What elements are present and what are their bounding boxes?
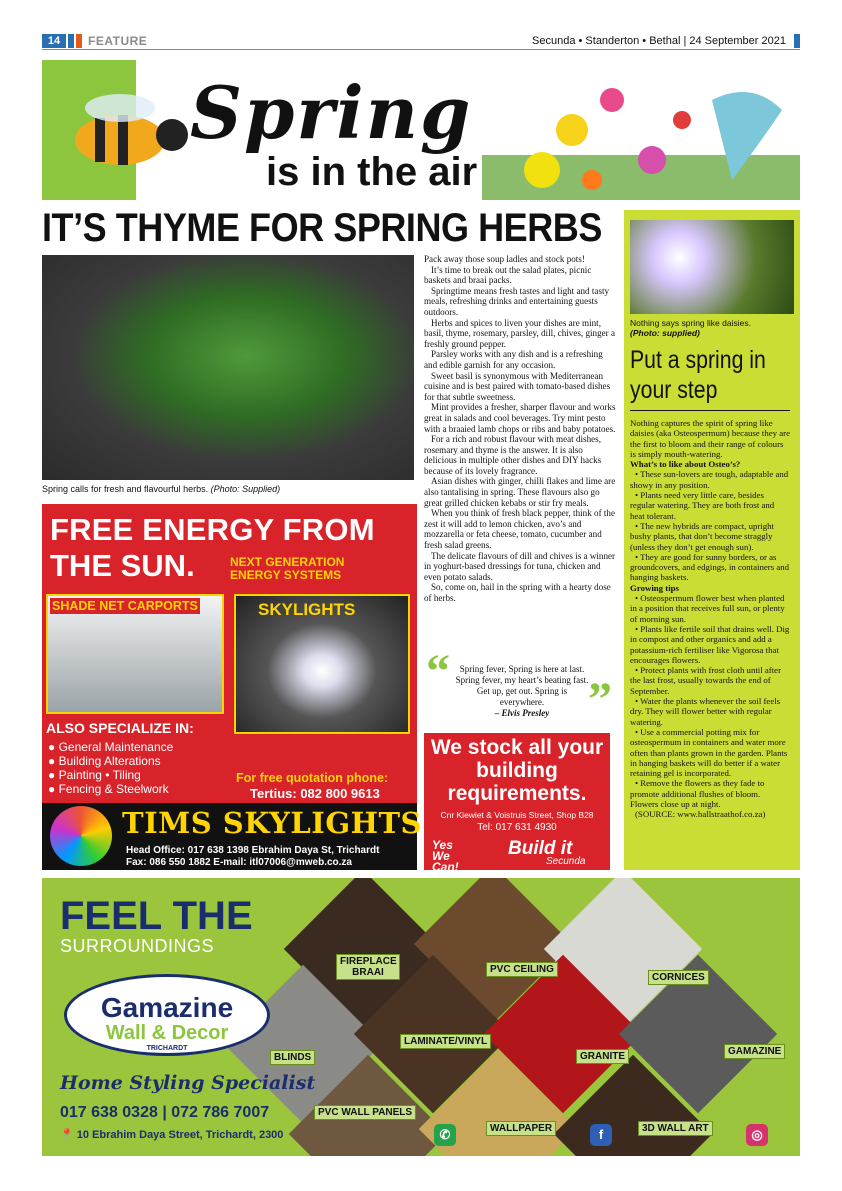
- sidebar-headline-line: your step: [630, 376, 718, 404]
- banner-title-script: Spring: [190, 70, 473, 155]
- pull-quote: [424, 645, 616, 726]
- sidebar-subheading: Growing tips: [630, 582, 679, 593]
- build-it-slogan: Yes We Can!: [432, 838, 459, 874]
- header-accent: [68, 34, 74, 48]
- sidebar-body: [630, 418, 790, 820]
- service-label: Fencing & Steelwork: [58, 782, 169, 796]
- build-it-address: Cnr Kiewiet & Voistruis Street, Shop B28: [440, 810, 594, 820]
- article-headline: IT’S THYME FOR SPRING HERBS: [42, 206, 602, 250]
- sidebar-bullet: • The new hybrids are compact, upright bushy plants, that don’t become straggly (unless they don’t get enough sun).: [630, 520, 774, 552]
- gamazine-sub: Wall & Decor: [105, 1022, 229, 1044]
- services-heading: ALSO SPECIALIZE IN:: [46, 720, 194, 736]
- sidebar-caption-credit: (Photo: supplied): [630, 328, 700, 338]
- sidebar-caption-text: Nothing says spring like daisies.: [630, 318, 751, 328]
- daisies-photo: [630, 220, 794, 314]
- gamazine-name: Gamazine: [100, 992, 234, 1023]
- article-paragraph: It’s time to break out the salad plates, picnic baskets and braai packs.: [424, 264, 592, 286]
- tile-label: WALLPAPER: [486, 1121, 556, 1136]
- head-office: Head Office: 017 638 1398 Ebrahim Daya St, Trichardt: [126, 845, 380, 856]
- article-paragraph: So, come on, hail in the spring with a hearty dose of herbs.: [424, 582, 611, 603]
- sidebar-headline-line: Put a spring in: [630, 346, 766, 374]
- service-label: General Maintenance: [58, 740, 174, 754]
- page-header: [42, 34, 800, 50]
- ad-subheadline: NEXT GENERATION ENERGY SYSTEMS: [230, 555, 345, 582]
- tile-label: PVC WALL PANELS: [314, 1105, 416, 1120]
- quote-body: [454, 664, 590, 719]
- article-paragraph: Pack away those soup ladles and stock pots!: [424, 254, 585, 264]
- close-quote-icon: ”: [588, 673, 612, 726]
- photo-caption: [42, 484, 280, 494]
- article-body: [424, 254, 616, 604]
- article-paragraph: For a rich and robust flavour with meat dishes, rosemary and thyme is the answer. It is also delicious in multiple other dishes and DIY hacks because of its lovely fragrance.: [424, 434, 602, 476]
- tile-label: GRANITE: [576, 1049, 629, 1064]
- quotation-label: For free quotation phone:: [236, 771, 389, 785]
- sidebar-source: (SOURCE: www.ballstraathof.co.za): [635, 809, 766, 820]
- sidebar-headline: [630, 345, 766, 405]
- gamazine-phones: 017 638 0328 | 072 786 7007: [60, 1104, 270, 1121]
- article-paragraph: When you think of fresh black pepper, think of the zest it will add to lemon chicken, avo’s and mozzarella or feta cheese, tomato, cucumber and fresh salad greens.: [424, 508, 615, 551]
- article-paragraph: The delicate flavours of dill and chives is a winner in yoghurt-based dressings for tuna, chicken and even potato salads.: [424, 550, 616, 582]
- article-paragraph: Mint provides a fresher, sharper flavour and works great in salads and cool beverages. Try mint pesto with a braaied lamb chops or ribs and baby potatoes.: [424, 402, 616, 434]
- ad-headline: FREE ENERGY FROM: [50, 512, 375, 547]
- article-paragraph: Herbs and spices to liven your dishes are mint, basil, thyme, rosemary, parsley, dill, chives, ginger a freshly ground pepper.: [424, 317, 615, 349]
- tile-label: LAMINATE/VINYL: [400, 1034, 491, 1049]
- sidebar-bullet: • They are good for sunny borders, or as groundcovers, and edgings, in containers and hanging baskets.: [630, 551, 790, 583]
- tile-label: FIREPLACE BRAAI: [336, 954, 400, 980]
- gamazine-address: [60, 1128, 283, 1141]
- service-item: ● Building Alterations: [48, 754, 161, 768]
- header-accent: [76, 34, 82, 48]
- article-paragraph: Springtime means fresh tastes and light and tasty meals, refreshing drinks and entertaining guests outdoors.: [424, 285, 610, 317]
- sidebar-intro: Nothing captures the spirit of spring like daisies (aka Osteospermum) because they are the first to bloom and their range of colours is simply mouth-watering.: [630, 418, 790, 459]
- service-label: Building Alterations: [58, 754, 161, 768]
- carport-label: SHADE NET CARPORTS: [52, 599, 198, 613]
- build-it-logo: Build it: [508, 838, 573, 859]
- quote-author: – Elvis Presley: [494, 708, 550, 718]
- starburst-logo-icon: [50, 806, 112, 866]
- tile-label: 3D WALL ART: [638, 1121, 713, 1136]
- tile-label: CORNICES: [648, 970, 709, 985]
- brand-contact: [126, 845, 379, 869]
- gamazine-headline: FEEL THE: [60, 894, 253, 938]
- sidebar-bullet: • Osteospermum flower best when planted in a position that receives full sun, or plenty of morning sun.: [630, 593, 785, 624]
- section-label: FEATURE: [88, 34, 148, 48]
- ad-headline: THE SUN.: [50, 548, 195, 583]
- build-it-headline: We stock all your building requirements.: [430, 736, 604, 805]
- bee-illustration: [50, 90, 200, 180]
- open-quote-icon: “: [426, 645, 450, 698]
- whatsapp-icon[interactable]: ✆: [434, 1124, 456, 1146]
- gamazine-tagline: Home Styling Specialist: [60, 1072, 316, 1094]
- brand-name: TIMS SKYLIGHTS: [122, 806, 423, 840]
- sidebar-subheading: What’s to like about Osteo’s?: [630, 459, 741, 470]
- herbs-photo: [42, 255, 414, 480]
- article-paragraph: Parsley works with any dish and is a refreshing and edible garnish for any occasion.: [424, 349, 603, 370]
- services-list: [48, 740, 173, 796]
- dateline: Secunda • Standerton • Bethal | 24 September 2021: [532, 35, 786, 47]
- sidebar-bullet: • Remove the flowers as they fade to promote additional flushes of bloom. Flowers close up at night.: [630, 778, 765, 809]
- service-item: ● General Maintenance: [48, 740, 174, 754]
- facebook-icon[interactable]: f: [590, 1124, 612, 1146]
- skylight-label: SKYLIGHTS: [258, 600, 356, 619]
- location-pin-icon: 📍: [60, 1129, 74, 1141]
- gamazine-subheadline: SURROUNDINGS: [60, 936, 215, 956]
- sidebar-bullet: • Protect plants with frost cloth until after the last frost, usually towards the end of September.: [630, 665, 781, 696]
- fax-email: Fax: 086 550 1882 E-mail: itl07006@mweb.co.za: [126, 857, 352, 868]
- flowers-illustration: [482, 60, 800, 200]
- caption-text: Spring calls for fresh and flavourful herbs.: [42, 484, 209, 494]
- sidebar-bullet: • Water the plants whenever the soil feels dry. They will flower better with regular watering.: [630, 696, 781, 727]
- sidebar-caption: [630, 318, 751, 338]
- article-paragraph: Asian dishes with ginger, chilli flakes and lime are also tantalising in spring. These flavours also go great grilled chicken kebabs or stir fry meals.: [424, 476, 616, 508]
- build-it-branch: Secunda: [546, 856, 586, 867]
- spring-banner: [42, 60, 800, 200]
- sidebar-bullet: • Use a commercial potting mix for osteospermum in containers and water more often than plants grown in the garden. Plants in hanging baskets will do better if a water retaining gel is incorporated.: [630, 726, 788, 779]
- banner-title: is in the air: [266, 150, 478, 194]
- build-it-tel: Tel: 017 631 4930: [477, 822, 557, 833]
- gamazine-address-text: 10 Ebrahim Daya Street, Trichardt, 2300: [76, 1129, 284, 1141]
- page-number: 14: [42, 34, 66, 48]
- service-item: ● Fencing & Steelwork: [48, 782, 169, 796]
- caption-credit: (Photo: Supplied): [210, 484, 281, 494]
- tile-label: GAMAZINE: [724, 1044, 785, 1059]
- tile-label: PVC CEILING: [486, 962, 558, 977]
- quote-text: Spring fever, Spring is here at last. Spring fever, my heart’s beating fast. Get up, get out. Spring is everywhere.: [455, 664, 589, 707]
- service-label: Painting • Tiling: [58, 768, 141, 782]
- sidebar-bullet: • Plants like fertile soil that drains well. Dig in compost and other organics and add a potassium-rich fertiliser like Vigorosa that encourages flowers.: [630, 623, 790, 665]
- sidebar-bullet: • These sun-lovers are tough, adaptable and showy in any position.: [630, 469, 789, 490]
- contact-phone: Tertius: 082 800 9613: [250, 786, 380, 801]
- gamazine-town: TRICHARDT: [146, 1045, 188, 1052]
- article-paragraph: Sweet basil is synonymous with Mediterranean cuisine and is best paired with tomato-based dishes for that subtle sweetness.: [424, 370, 611, 402]
- tile-label: BLINDS: [270, 1050, 315, 1065]
- divider: [630, 410, 790, 411]
- instagram-icon[interactable]: ◎: [746, 1124, 768, 1146]
- header-accent: [794, 34, 800, 48]
- sidebar-bullet: • Plants need very little care, besides regular watering. They are both frost and heat tolerant.: [630, 490, 775, 521]
- service-item: ● Painting • Tiling: [48, 768, 141, 782]
